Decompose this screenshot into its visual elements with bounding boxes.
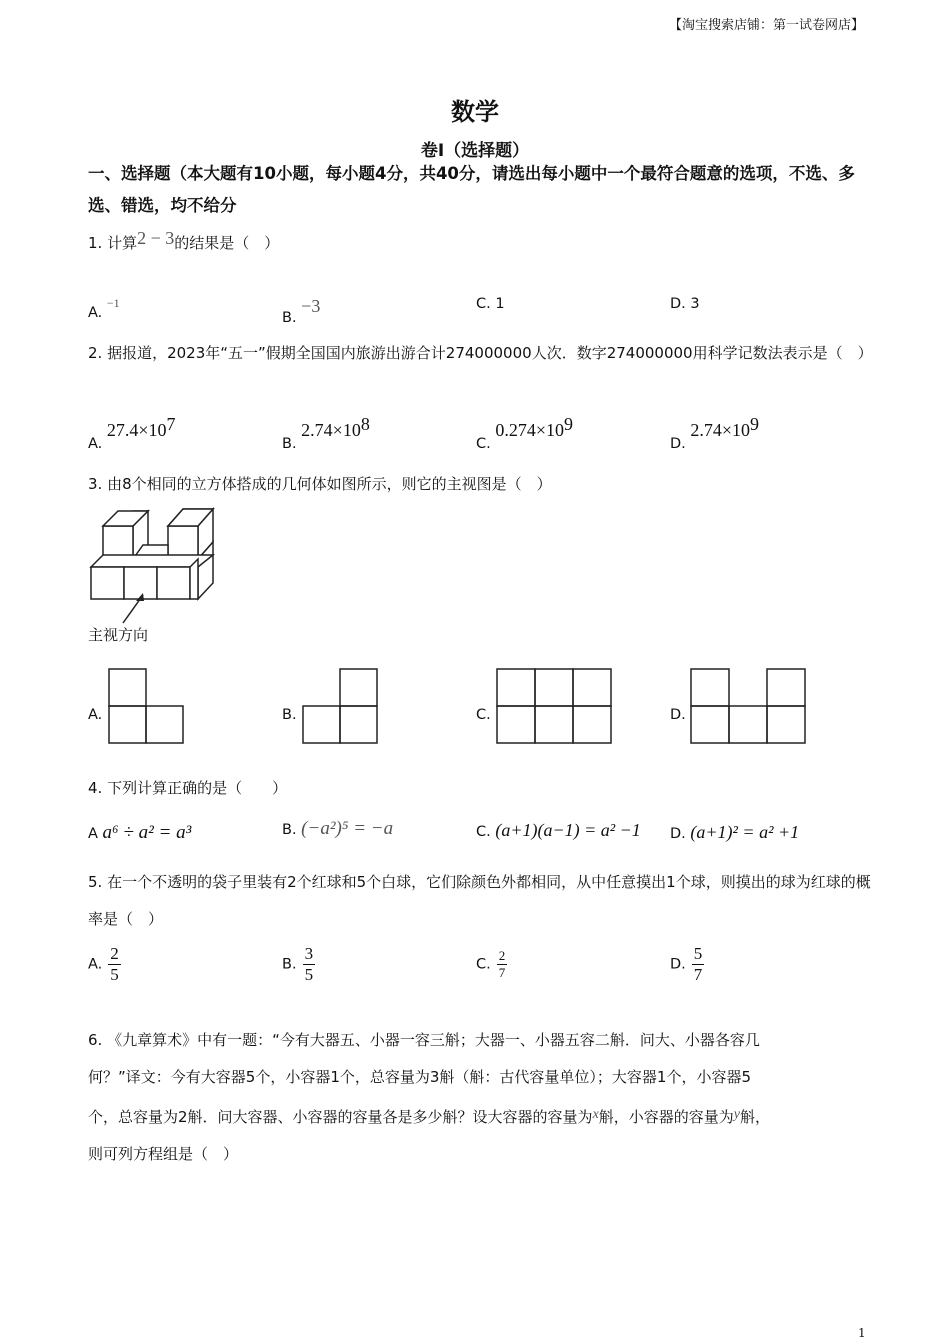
q4-option-c: C. (a+1)(a−1) = a² −1 [476, 820, 641, 840]
q1-option-c-value: 1 [495, 296, 505, 312]
page-number: 1 [858, 1326, 866, 1340]
section-subtitle: 卷Ⅰ（选择题） [420, 141, 530, 161]
q5-option-d: D. $\frac{5}{7}$ [670, 944, 703, 984]
q3-option-d-label: D. [670, 707, 686, 723]
q3-option-c-figure [496, 668, 614, 746]
page-header: 【淘宝搜索店铺：第一试卷网店】 [668, 18, 864, 33]
q4-option-c-expr: (a+1)(a−1) = a² −1 [495, 820, 641, 840]
q3-option-b-figure [302, 668, 380, 746]
q1-option-b-value: −3 [301, 296, 321, 316]
q3-option-b-label: B. [282, 707, 297, 723]
q3-option-d-figure [690, 668, 808, 746]
q3-option-a-figure [108, 668, 186, 746]
q4-option-b-expr: (−a²)⁵ = −a [301, 818, 394, 839]
q2-option-a: A. $27.4\times 10^7$ [88, 414, 176, 452]
q2-option-b: B. $2.74\times 10^8$ [282, 414, 370, 452]
q6-var-x: x [592, 1107, 599, 1122]
q1-option-d: D. 3 [670, 296, 700, 312]
q4-option-d: D. (a+1)² = a² +1 [670, 822, 800, 842]
q4-option-d-expr: (a+1)² = a² +1 [690, 822, 800, 842]
q4-option-a: A a⁶ ÷ a² = a³ [88, 822, 192, 843]
q2-option-d: D. $2.74\times 10^9$ [670, 414, 760, 452]
question-3: 3. 由8个相同的立方体搭成的几何体如图所示，则它的主视图是（ ） [88, 475, 552, 493]
q1-prefix: 1. 计算 [88, 234, 138, 252]
q6-line-1: 6. 《九章算术》中有一题：“今有大器五、小器一容三斛；大器一、小器五容二斛．问大、小器各容几 [88, 1031, 760, 1049]
q6-line-4: 则可列方程组是（ ） [88, 1145, 239, 1163]
q1-expression: 2 − 3 [137, 228, 175, 248]
q1-option-a: A. $^{-1}$ [88, 296, 120, 321]
q1-option-a-value: −1 [106, 296, 120, 310]
q1-option-c: C. 1 [476, 296, 505, 312]
q4-option-a-expr: a⁶ ÷ a² = a³ [102, 822, 192, 843]
section-instructions: 一、选择题（本大题有10小题，每小题4分，共40分，请选出每小题中一个最符合题意的选项，不选、多选、错选，均不给分 [88, 164, 855, 215]
page-title: 数学 [451, 98, 499, 126]
q1-option-b: B. −3 [282, 296, 321, 326]
q1-suffix: 的结果是（ ） [174, 234, 280, 252]
q6-var-y: y [733, 1107, 741, 1122]
q3-figure-label: 主视方向 [88, 626, 149, 644]
question-5: 5. 在一个不透明的袋子里装有2个红球和5个白球，它们除颜色外都相同，从中任意摸出1个球，则摸出的球为红球的概率是（ ） [88, 873, 871, 928]
q4-option-b: B. (−a²)⁵ = −a [282, 818, 394, 839]
q5-option-c: C. $\frac{2}{7}$ [476, 948, 506, 980]
q3-solid-figure [88, 505, 218, 625]
q3-option-c-label: C. [476, 707, 491, 723]
question-4: 4. 下列计算正确的是（ ） [88, 779, 288, 797]
q5-option-a: A. $\frac{2}{5}$ [88, 944, 119, 984]
question-2: 2. 据报道，2023年“五一”假期全国国内旅游出游合计274000000人次．数字274000000用科学记数法表示是（ ） [88, 344, 873, 362]
q3-option-a-label: A. [88, 707, 103, 723]
question-6 [88, 1022, 878, 1173]
q6-line-2: 何？”译文：今有大容器5个，小容器1个，总容量为3斛（斛：古代容量单位）；大容器1个，小容器5 [88, 1068, 751, 1086]
q5-option-b: B. $\frac{3}{5}$ [282, 944, 314, 984]
q2-option-c: C. $0.274\times 10^9$ [476, 414, 573, 452]
q6-line-3: 个，总容量为2斛．问大容器、小容器的容量各是多少斛？设大容器的容量为x斛，小容器的容量为y斛， [88, 1107, 771, 1126]
q1-option-d-value: 3 [690, 296, 700, 312]
question-1 [88, 220, 878, 262]
